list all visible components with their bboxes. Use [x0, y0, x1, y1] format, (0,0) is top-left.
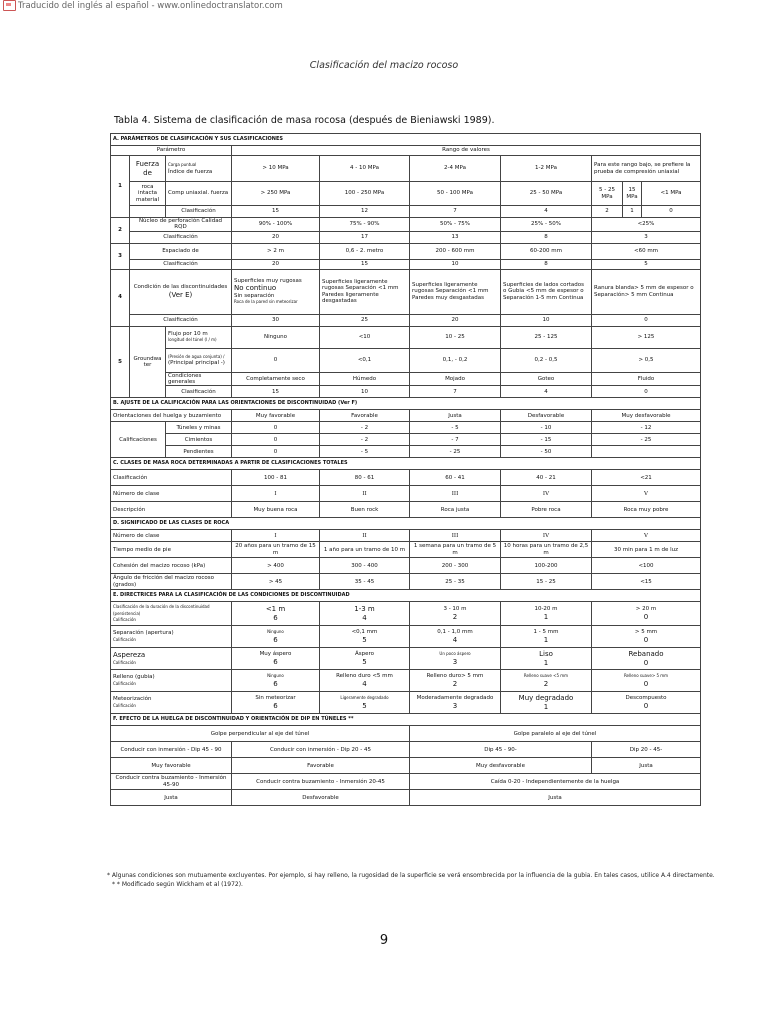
value-cell: Conducir con inmersión - Dip 45 - 90: [111, 742, 232, 758]
section-d-title: D. SIGNIFICADO DE LAS CLASES DE ROCA: [111, 518, 701, 530]
value-cell: Relleno suave> 5 mm 0: [592, 670, 701, 692]
row-label: Pendientes: [166, 446, 232, 458]
value-cell: 25 - 50 MPa: [501, 182, 592, 206]
description-label: Descripción: [111, 502, 232, 518]
value-cell: > 400: [232, 558, 320, 574]
value-cell: 5 - 25 MPa: [592, 182, 623, 206]
rating-value: 25: [320, 314, 410, 326]
value-cell: 1 año para un tramo de 10 m: [320, 542, 410, 558]
value-cell: <10: [320, 326, 410, 348]
value-cell: Sin meteorizar 6: [232, 692, 320, 714]
column-header: Muy favorable: [232, 410, 320, 422]
value-cell: Justa: [592, 758, 701, 774]
value-cell: Conducir con inmersión - Dip 20 - 45: [232, 742, 410, 758]
value-cell: <1 MPa: [642, 182, 701, 206]
value-cell: Goteo: [501, 372, 592, 386]
value-cell: <15: [592, 574, 701, 590]
class-label: Número de clase: [111, 486, 232, 502]
value-cell: 50 - 100 MPa: [410, 182, 501, 206]
rating-value: 7: [410, 386, 501, 398]
strength-label: Fuerza de: [130, 156, 166, 182]
infilling-label: Relleno (gubia) Calificación: [111, 670, 232, 692]
value-cell: Justa: [410, 790, 701, 806]
rating-value: 8: [501, 231, 592, 243]
rating-value: 10: [501, 314, 592, 326]
value-cell: Muy desfavorable: [410, 758, 592, 774]
value-cell: Muy degradado 1: [501, 692, 592, 714]
class-label: Número de clase: [111, 530, 232, 542]
value-cell: Superficies ligeramente rugosas Separación <1 mm Paredes ligeramente desgastadas: [320, 269, 410, 314]
rating-value: 15: [232, 206, 320, 218]
value-cell: Relleno duro> 5 mm 2: [410, 670, 501, 692]
column-header: Desfavorable: [501, 410, 592, 422]
value-cell: - 25: [592, 434, 701, 446]
value-cell: 15 - 25: [501, 574, 592, 590]
value-cell: - 5: [320, 446, 410, 458]
value-cell: Un poco áspero 3: [410, 648, 501, 670]
value-cell: - 50: [501, 446, 592, 458]
rating-value: 30: [232, 314, 320, 326]
value-cell: 0,1 - 1,0 mm 4: [410, 626, 501, 648]
rating-value: 12: [320, 206, 410, 218]
pressure-label: (Presión de agua conjunta) / (Principal principal -): [166, 348, 232, 372]
value-cell: Conducir contra buzamiento - Inmersión 20-45: [232, 774, 410, 790]
rating-label: Clasificación: [130, 259, 232, 269]
value-cell: - 2: [320, 434, 410, 446]
row-label: Túneles y minas: [166, 422, 232, 434]
rating-value: 0: [642, 206, 701, 218]
rating-value: 2: [592, 206, 623, 218]
value-cell: 75% - 90%: [320, 218, 410, 232]
value-cell: 200 - 300: [410, 558, 501, 574]
rating-value: 13: [410, 231, 501, 243]
class-number: IV: [501, 530, 592, 542]
value-cell: 25% - 50%: [501, 218, 592, 232]
rating-value: 0: [592, 386, 701, 398]
footnote: * * Modificado según Wickham et al (1972).: [112, 881, 243, 889]
row-number: 2: [111, 218, 130, 244]
value-cell: > 20 m 0: [592, 602, 701, 626]
rating-value: 10: [410, 259, 501, 269]
class-number: III: [410, 530, 501, 542]
weathering-label: Meteorización Calificación: [111, 692, 232, 714]
value-cell: Ninguno 6: [232, 626, 320, 648]
value-cell: <100: [592, 558, 701, 574]
value-cell: - 7: [410, 434, 501, 446]
rating-label: Calificaciones: [111, 422, 166, 458]
translator-icon: [3, 0, 16, 11]
value-cell: 25 - 125: [501, 326, 592, 348]
value-cell: Húmedo: [320, 372, 410, 386]
class-number: II: [320, 486, 410, 502]
rating-value: 17: [320, 231, 410, 243]
value-cell: - 12: [592, 422, 701, 434]
value-cell: Buen rock: [320, 502, 410, 518]
rating-value: 5: [592, 259, 701, 269]
value-cell: Liso 1: [501, 648, 592, 670]
groundwater-label: Groundwa ter: [130, 326, 166, 398]
value-cell: - 15: [501, 434, 592, 446]
value-cell: 0: [232, 348, 320, 372]
value-cell: Áspero 5: [320, 648, 410, 670]
value-cell: Justa: [111, 790, 232, 806]
value-cell: Mojado: [410, 372, 501, 386]
class-number: I: [232, 486, 320, 502]
table-caption: Tabla 4. Sistema de clasificación de masa rocosa (después de Bieniawski 1989).: [114, 115, 495, 126]
rating-value: 0: [592, 314, 701, 326]
value-cell: [592, 446, 701, 458]
value-cell: 0,6 - 2. metro: [320, 243, 410, 259]
value-cell: 0: [232, 422, 320, 434]
value-cell: <1 m 6: [232, 602, 320, 626]
value-cell: > 125: [592, 326, 701, 348]
value-cell: Superficies de lados cortados o Gubia <5 mm de espesor o Separación 1-5 mm Continua: [501, 269, 592, 314]
rating-label: Clasificación: [111, 470, 232, 486]
value-cell: 0,1, - 0,2: [410, 348, 501, 372]
value-cell: 80 - 61: [320, 470, 410, 486]
value-cell: Muy favorable: [111, 758, 232, 774]
value-cell: 1 - 5 mm 1: [501, 626, 592, 648]
class-number: I: [232, 530, 320, 542]
value-cell: 10-20 m 1: [501, 602, 592, 626]
class-number: II: [320, 530, 410, 542]
value-cell: Superficies ligeramente rugosas Separación <1 mm Paredes muy desgastadas: [410, 269, 501, 314]
class-number: III: [410, 486, 501, 502]
rating-label: Clasificación: [166, 386, 232, 398]
rating-label: Clasificación: [130, 314, 232, 326]
page-number: 9: [379, 933, 389, 948]
translator-link[interactable]: Traducido del inglés al español - www.onlinedoctranslator.com: [18, 0, 283, 11]
rating-value: 20: [410, 314, 501, 326]
spacing-label: Espaciado de: [130, 243, 232, 259]
value-cell: 0: [232, 434, 320, 446]
value-cell: Conducir contra buzamiento - Inmersión 45-90: [111, 774, 232, 790]
value-cell: Dip 20 - 45-: [592, 742, 701, 758]
value-cell: 10 - 25: [410, 326, 501, 348]
note-cell: Para este rango bajo, se prefiere la prueba de compresión uniaxial: [592, 156, 701, 182]
value-cell: Relleno duro <5 mm 4: [320, 670, 410, 692]
value-cell: - 25: [410, 446, 501, 458]
value-cell: 100 - 250 MPa: [320, 182, 410, 206]
uniaxial-label: Comp uniaxial. fuerza: [166, 182, 232, 206]
column-header: Justa: [410, 410, 501, 422]
value-cell: > 5 mm 0: [592, 626, 701, 648]
value-cell: 25 - 35: [410, 574, 501, 590]
value-cell: 4 - 10 MPa: [320, 156, 410, 182]
value-cell: Ninguno 6: [232, 670, 320, 692]
value-cell: > 2 m: [232, 243, 320, 259]
footnote: * Algunas condiciones son mutuamente excluyentes. Por ejemplo, si hay relleno, la rugosidad de la superficie se verá ensombrecida por la influencia de la gubia. En tales casos, utilice A.4 directamente.: [107, 872, 715, 879]
value-cell: Ligeramente degradado 5: [320, 692, 410, 714]
value-cell: 3 - 10 m 2: [410, 602, 501, 626]
value-cell: 60-200 mm: [501, 243, 592, 259]
translator-banner[interactable]: [3, 0, 283, 11]
value-cell: 60 - 41: [410, 470, 501, 486]
value-cell: 0: [232, 446, 320, 458]
orientation-label: Orientaciones del huelga y buzamiento: [111, 410, 232, 422]
value-cell: 1-2 MPa: [501, 156, 592, 182]
roughness-label: Aspereza Calificación: [111, 648, 232, 670]
value-cell: 35 - 45: [320, 574, 410, 590]
rating-value: 3: [592, 231, 701, 243]
point-load-label: Carga puntual Índice de fuerza: [166, 156, 232, 182]
row-number: 1: [111, 156, 130, 218]
section-c-title: C. CLASES DE MASA ROCA DETERMINADAS A PARTIR DE CLASIFICACIONES TOTALES: [111, 458, 701, 470]
row-number: 5: [111, 326, 130, 398]
strength-label-b: roca intacta material: [130, 182, 166, 206]
value-cell: > 45: [232, 574, 320, 590]
value-cell: <25%: [592, 218, 701, 232]
rating-value: 20: [232, 231, 320, 243]
friction-label: Ángulo de fricción del macizo rocoso (grados): [111, 574, 232, 590]
cohesion-label: Cohesión del macizo rocoso (kPa): [111, 558, 232, 574]
section-a-title: A. PARÁMETROS DE CLASIFICACIÓN Y SUS CLASIFICACIONES: [111, 134, 701, 146]
value-cell: > 0,5: [592, 348, 701, 372]
value-cell: Favorable: [232, 758, 410, 774]
rating-value: 20: [232, 259, 320, 269]
row-number: 3: [111, 243, 130, 269]
rating-value: 4: [501, 206, 592, 218]
value-cell: Pobre roca: [501, 502, 592, 518]
row-number: 4: [111, 269, 130, 326]
value-cell: 50% - 75%: [410, 218, 501, 232]
column-header: Favorable: [320, 410, 410, 422]
value-cell: 1-3 m 4: [320, 602, 410, 626]
column-header: Muy desfavorable: [592, 410, 701, 422]
rating-value: 15: [320, 259, 410, 269]
value-cell: 100 - 81: [232, 470, 320, 486]
value-cell: - 2: [320, 422, 410, 434]
rating-value: 7: [410, 206, 501, 218]
value-cell: 2-4 MPa: [410, 156, 501, 182]
value-cell: Completamente seco: [232, 372, 320, 386]
value-cell: Muy áspero 6: [232, 648, 320, 670]
value-cell: Roca justa: [410, 502, 501, 518]
value-cell: 300 - 400: [320, 558, 410, 574]
rating-value: 4: [501, 386, 592, 398]
value-cell: Superficies muy rugosas No continuo Sin separación Roca de la pared sin meteorizar: [232, 269, 320, 314]
rating-value: 15: [232, 386, 320, 398]
stand-up-label: Tiempo medio de pie: [111, 542, 232, 558]
value-cell: 0,2 - 0,5: [501, 348, 592, 372]
value-cell: Muy buena roca: [232, 502, 320, 518]
value-cell: Caída 0-20 - Independientemente de la huelga: [410, 774, 701, 790]
value-cell: 30 min para 1 m de luz: [592, 542, 701, 558]
value-cell: 15 MPa: [623, 182, 642, 206]
rating-value: 1: [623, 206, 642, 218]
value-cell: <60 mm: [592, 243, 701, 259]
value-cell: Moderadamente degradado 3: [410, 692, 501, 714]
parallel-header: Golpe paralelo al eje del túnel: [410, 726, 701, 742]
value-cell: Relleno suave <5 mm 2: [501, 670, 592, 692]
param-header: Parámetro: [111, 146, 232, 156]
value-cell: 20 años para un tramo de 15 m: [232, 542, 320, 558]
persistence-label: Clasificación de la duración de la discontinuidad (persistencia) Calificación: [111, 602, 232, 626]
value-cell: Ranura blanda> 5 mm de espesor o Separación> 5 mm Continua: [592, 269, 701, 314]
value-cell: Ninguno: [232, 326, 320, 348]
value-cell: Desfavorable: [232, 790, 410, 806]
rating-value: 10: [320, 386, 410, 398]
rating-label: Clasificación: [130, 231, 232, 243]
value-cell: - 10: [501, 422, 592, 434]
discontinuity-label: Condición de las discontinuidades (Ver E): [130, 269, 232, 314]
class-number: V: [592, 486, 701, 502]
flow-label: Flujo por 10 m longitud del túnel (l / m): [166, 326, 232, 348]
value-cell: 100-200: [501, 558, 592, 574]
class-number: V: [592, 530, 701, 542]
section-b-title: B. AJUSTE DE LA CALIFICACIÓN PARA LAS ORIENTACIONES DE DISCONTINUIDAD (Ver F): [111, 398, 701, 410]
value-cell: 200 - 600 mm: [410, 243, 501, 259]
value-cell: Rebanado 0: [592, 648, 701, 670]
value-cell: 40 - 21: [501, 470, 592, 486]
value-cell: > 10 MPa: [232, 156, 320, 182]
value-cell: Fluido: [592, 372, 701, 386]
page-header: Clasificación del macizo rocoso: [309, 60, 459, 71]
row-label: Cimientos: [166, 434, 232, 446]
value-cell: 1 semana para un tramo de 5 m: [410, 542, 501, 558]
section-e-title: E. DIRECTRICES PARA LA CLASIFICACIÓN DE LAS CONDICIONES DE DISCONTINUIDAD: [111, 590, 701, 602]
value-cell: <0,1 mm 5: [320, 626, 410, 648]
value-cell: > 250 MPa: [232, 182, 320, 206]
rating-label: Clasificación: [166, 206, 232, 218]
rqd-label: Núcleo de perforación Calidad RQD: [130, 218, 232, 232]
value-cell: Dip 45 - 90-: [410, 742, 592, 758]
perpendicular-header: Golpe perpendicular al eje del túnel: [111, 726, 410, 742]
footnotes: [107, 871, 715, 890]
section-f-title: F. EFECTO DE LA HUELGA DE DISCONTINUIDAD Y ORIENTACIÓN DE DIP EN TÚNELES **: [111, 714, 701, 726]
value-cell: - 5: [410, 422, 501, 434]
value-cell: 10 horas para un tramo de 2,5 m: [501, 542, 592, 558]
range-header: Rango de valores: [232, 146, 701, 156]
classification-table: [110, 133, 701, 806]
class-number: IV: [501, 486, 592, 502]
conditions-label: Condiciones generales: [166, 372, 232, 386]
value-cell: Roca muy pobre: [592, 502, 701, 518]
value-cell: 90% - 100%: [232, 218, 320, 232]
value-cell: <0,1: [320, 348, 410, 372]
value-cell: <21: [592, 470, 701, 486]
separation-label: Separación (apertura) Calificación: [111, 626, 232, 648]
value-cell: Descompuesto 0: [592, 692, 701, 714]
rating-value: 8: [501, 259, 592, 269]
